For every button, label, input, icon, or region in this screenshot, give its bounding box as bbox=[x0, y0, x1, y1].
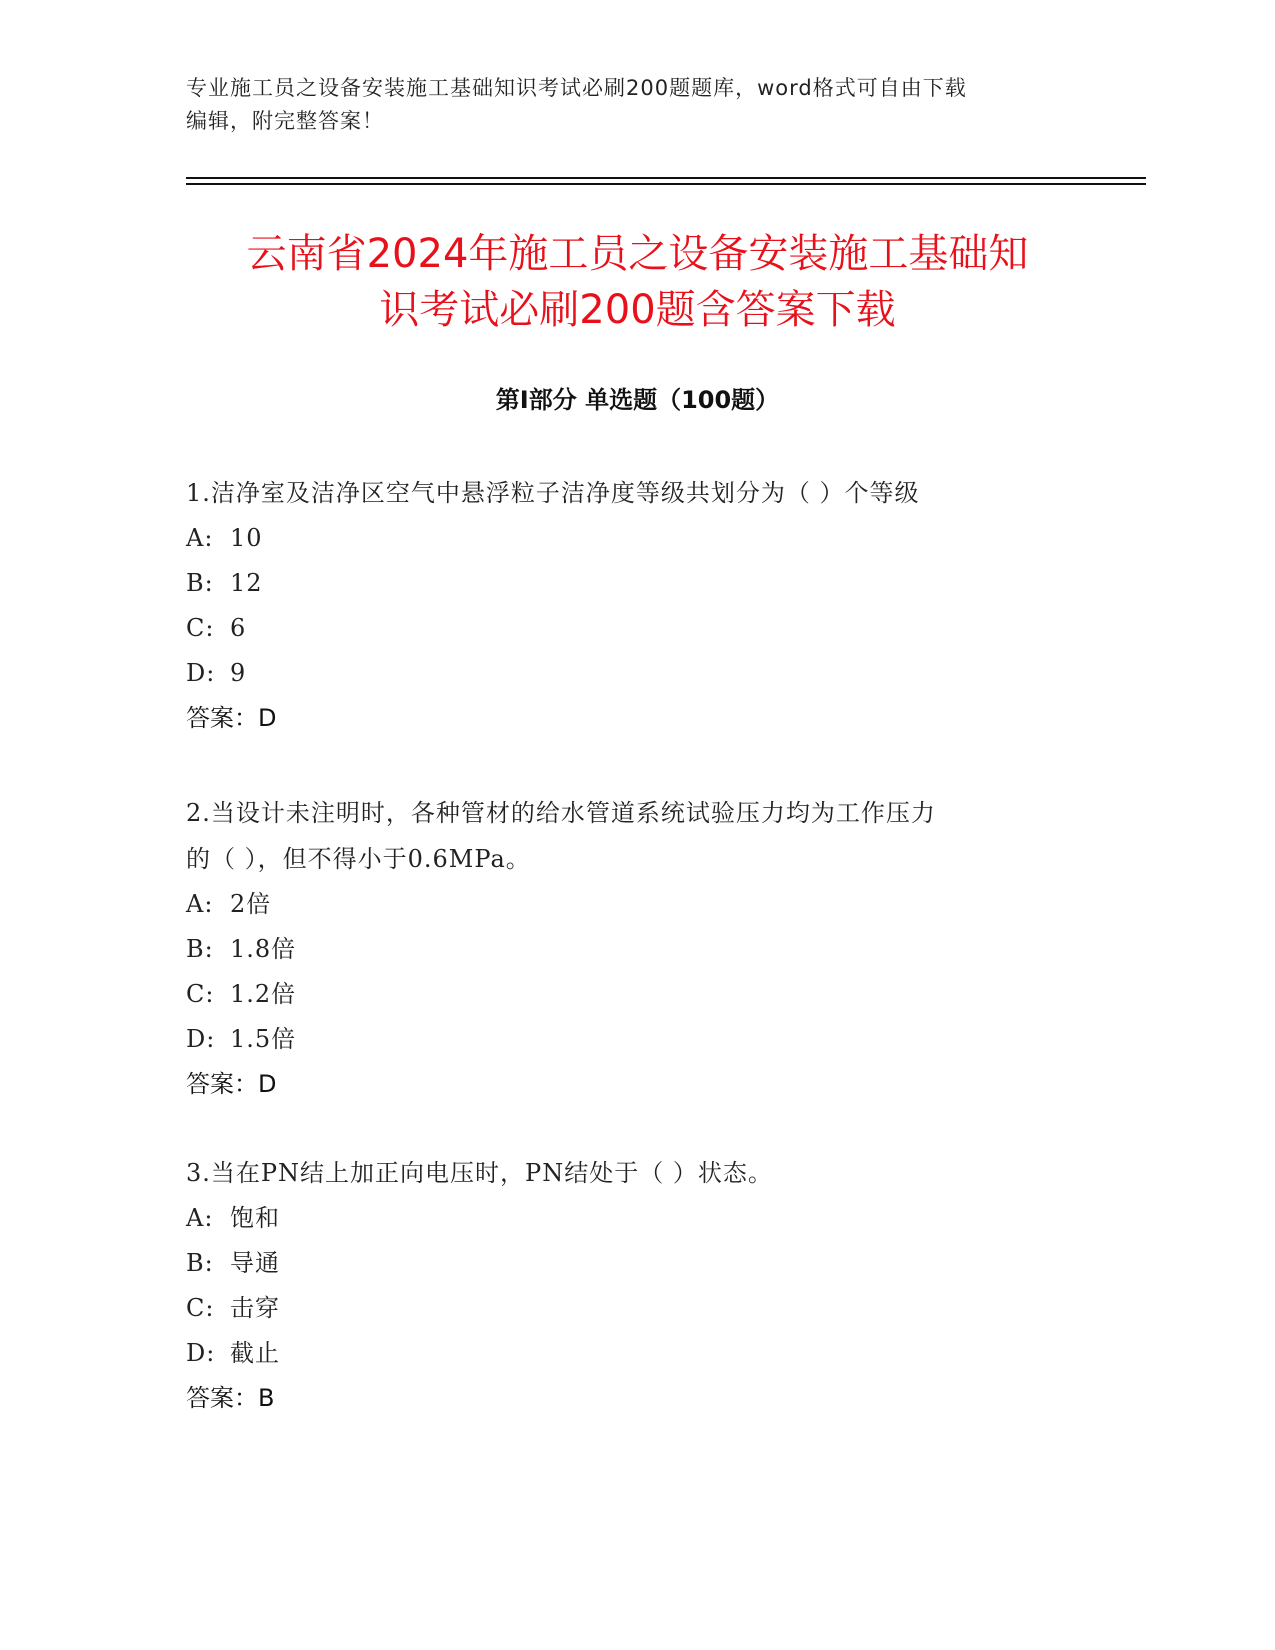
option-letter: C: bbox=[186, 1294, 215, 1322]
question-stem-line-2: 的（ ），但不得小于0.6MPa。 bbox=[186, 845, 531, 873]
question-2 bbox=[186, 790, 1106, 1107]
option-letter: A: bbox=[186, 1204, 214, 1232]
option-d bbox=[186, 651, 1106, 696]
option-b bbox=[186, 927, 1106, 972]
header-divider-top bbox=[186, 177, 1146, 179]
option-text: 截止 bbox=[230, 1339, 280, 1367]
option-text: 饱和 bbox=[230, 1204, 280, 1232]
answer: 答案：D bbox=[186, 704, 277, 732]
header-note bbox=[186, 72, 1066, 138]
option-text: 6 bbox=[230, 614, 247, 642]
option-d bbox=[186, 1017, 1106, 1062]
question-3 bbox=[186, 1150, 1106, 1421]
option-text: 2倍 bbox=[230, 890, 272, 918]
header-note-line-1: 专业施工员之设备安装施工基础知识考试必刷200题题库，word格式可自由下载 bbox=[186, 76, 967, 100]
option-c bbox=[186, 1286, 1106, 1331]
option-text: 击穿 bbox=[230, 1294, 280, 1322]
option-text: 10 bbox=[230, 524, 263, 552]
option-letter: C: bbox=[186, 980, 215, 1008]
option-c bbox=[186, 606, 1106, 651]
section-heading: 第Ⅰ部分 单选题（100题） bbox=[495, 386, 780, 414]
option-text: 1.8倍 bbox=[230, 935, 297, 963]
option-text: 导通 bbox=[230, 1249, 280, 1277]
question-stem: 1.洁净室及洁净区空气中悬浮粒子洁净度等级共划分为（ ）个等级 bbox=[186, 479, 920, 507]
option-d bbox=[186, 1331, 1106, 1376]
question-stem-line-1: 2.当设计未注明时，各种管材的给水管道系统试验压力均为工作压力 bbox=[186, 799, 936, 827]
option-letter: B: bbox=[186, 935, 214, 963]
option-text: 1.5倍 bbox=[230, 1025, 297, 1053]
option-c bbox=[186, 972, 1106, 1017]
option-letter: D: bbox=[186, 1025, 216, 1053]
option-b bbox=[186, 1241, 1106, 1286]
answer: 答案：B bbox=[186, 1384, 275, 1412]
option-text: 12 bbox=[230, 569, 263, 597]
option-letter: C: bbox=[186, 614, 215, 642]
question-1 bbox=[186, 470, 1106, 741]
document-title-line-1: 云南省2024年施工员之设备安装施工基础知 bbox=[246, 231, 1029, 277]
option-letter: D: bbox=[186, 659, 216, 687]
option-letter: D: bbox=[186, 1339, 216, 1367]
option-text: 9 bbox=[230, 659, 247, 687]
option-a bbox=[186, 882, 1106, 927]
document-title bbox=[150, 226, 1125, 338]
option-letter: B: bbox=[186, 1249, 214, 1277]
option-a bbox=[186, 516, 1106, 561]
document-title-line-2: 识考试必刷200题含答案下载 bbox=[379, 287, 896, 333]
header-note-line-2: 编辑，附完整答案！ bbox=[186, 109, 384, 133]
option-a bbox=[186, 1196, 1106, 1241]
question-stem: 3.当在PN结上加正向电压时，PN结处于（ ）状态。 bbox=[186, 1159, 773, 1187]
answer: 答案：D bbox=[186, 1070, 277, 1098]
option-letter: A: bbox=[186, 524, 214, 552]
option-letter: A: bbox=[186, 890, 214, 918]
header-divider-bottom bbox=[186, 183, 1146, 185]
option-text: 1.2倍 bbox=[230, 980, 297, 1008]
option-b bbox=[186, 561, 1106, 606]
option-letter: B: bbox=[186, 569, 214, 597]
